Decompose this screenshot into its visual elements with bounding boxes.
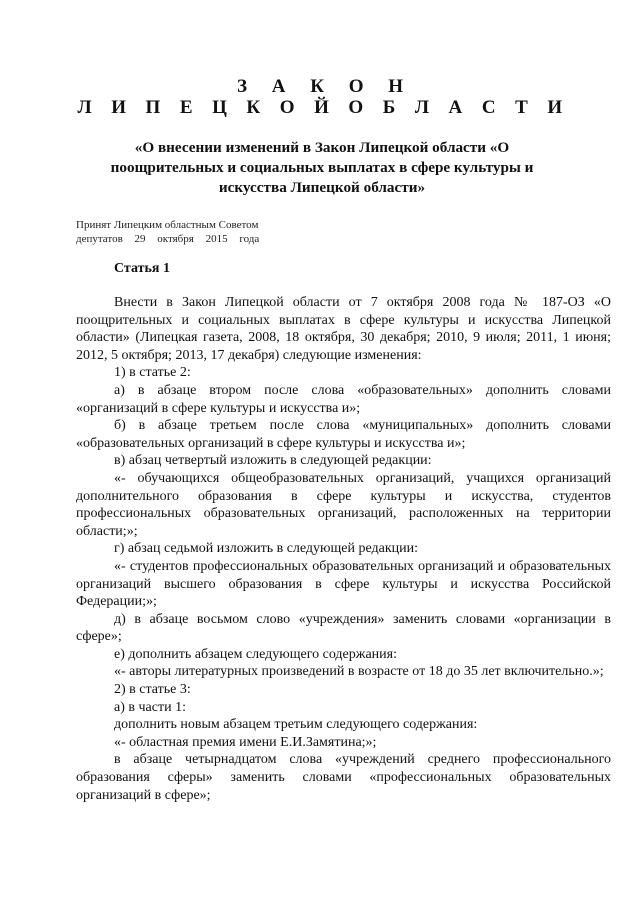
paragraph: «- студентов профессиональных образовательных организаций и образовательных организаций высшего образования в сфере культуры и искусства Российской Федерации;»; [76,558,611,610]
paragraph: 1) в статье 2: [114,365,191,381]
law-title: З А К О Н [236,76,414,97]
paragraph: д) в абзаце восьмом слово «учреждения» заменить словами «организации в сфере»; [76,611,611,645]
paragraph: Внести в Закон Липецкой области от 7 октября 2008 года № 187-ОЗ «О поощрительных и социальных выплатах в сфере культуры и искусства Липецкой области» (Липецкая газета, 2008, 18 октября, 30 декабря; 2010, 9 июля; 2011, 1 июня; 2012, 5 октября; 2013, 17 декабря) следующие изменения: [76,295,611,363]
paragraph: дополнить новым абзацем третьим следующего содержания: [114,717,478,733]
paragraph: а) в абзаце втором после слова «образовательных» дополнить словами «организаций в сфере культуры и искусства и»; [76,382,611,416]
paragraph: б) в абзаце третьем после слова «муниципальных» дополнить словами «образовательных организаций в сфере культуры и искусства и»; [76,418,611,451]
paragraph: в абзаце четырнадцатом слова «учреждений среднего профессионального образования сферы» заменить словами «профессиональных образовательных организаций в сфере»; [76,752,611,803]
paragraph: 2) в статье 3: [114,682,191,698]
article-heading: Статья 1 [114,261,170,276]
adoption-line-2: депутатов 29 октября 2015 года [76,233,260,245]
paragraph: «- областная премия имени Е.И.Замятина;»; [114,734,377,750]
article-body [76,294,611,804]
paragraph: в) абзац четвертый изложить в следующей редакции: [114,453,432,469]
paragraph: а) в части 1: [114,699,186,715]
region-title: Л И П Е Ц К О Й О Б Л А С Т И [77,97,570,118]
paragraph: «- авторы литературных произведений в возрасте от 18 до 35 лет включительно.»; [114,664,604,680]
adoption-note [76,218,259,246]
adoption-line-1: Принят Липецким областным Советом [76,219,259,231]
paragraph: е) дополнить абзацем следующего содержания: [114,646,397,662]
law-subtitle: «О внесении изменений в Закон Липецкой области «О поощрительных и социальных выплатах в сфере культуры и искусства Липецкой области» [110,139,534,196]
paragraph: г) абзац седьмой изложить в следующей редакции: [114,541,419,557]
paragraph: «- обучающихся общеобразовательных организаций, учащихся организаций дополнительного образования в сфере культуры и искусства, студентов профессиональных образовательных организаций, расположенных на территории области;»; [76,470,611,539]
